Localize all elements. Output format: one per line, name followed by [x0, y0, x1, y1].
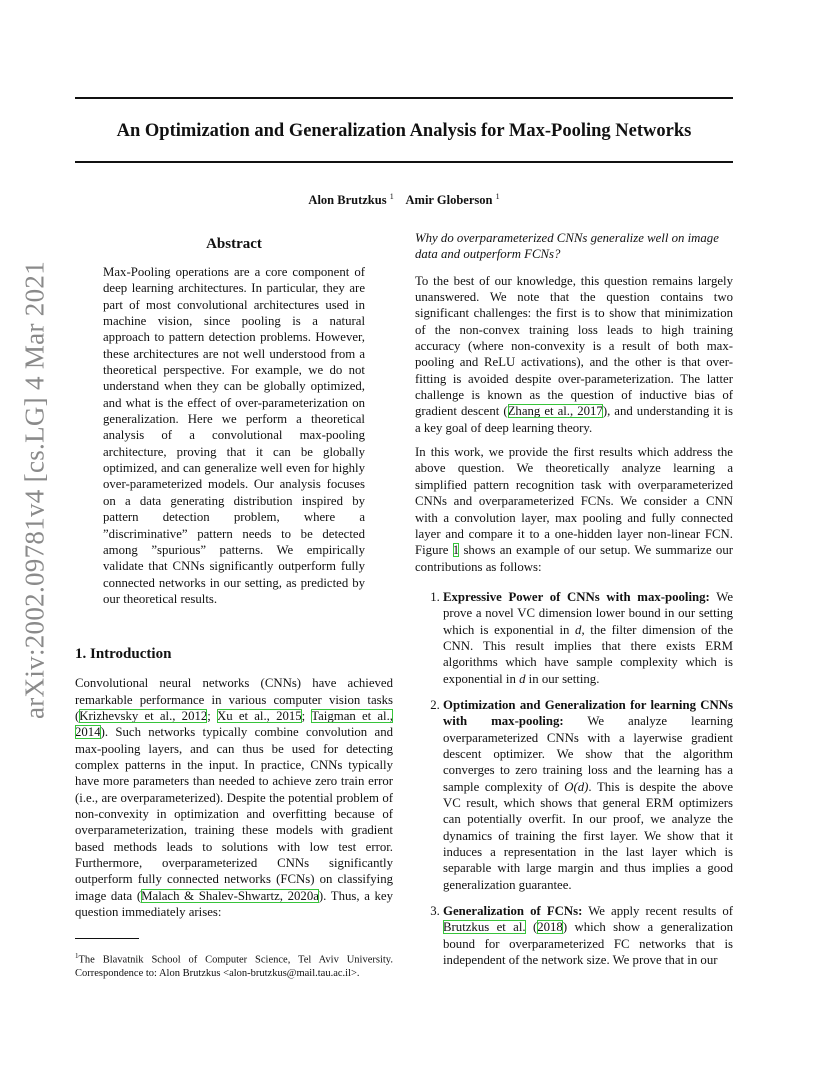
author-name: Amir Globerson: [405, 193, 493, 208]
author-affiliation: 1: [389, 192, 394, 201]
left-column: [75, 230, 393, 991]
author-affiliation: 1: [495, 192, 500, 201]
figure-reference-link[interactable]: 1: [452, 543, 460, 558]
paper-title: An Optimization and Generalization Analysis for Max-Pooling Networks: [116, 121, 692, 141]
citation-link[interactable]: Xu et al., 2015: [217, 708, 302, 723]
author-name: Alon Brutzkus: [308, 193, 387, 208]
right-column: [415, 230, 733, 978]
section-heading-introduction: 1. Introduction: [75, 646, 172, 663]
title-bottom-rule: [75, 161, 733, 163]
citation-link[interactable]: Krizhevsky et al., 2012: [79, 708, 208, 723]
list-item: 2. Optimization and Generalization for learning CNNs with max-pooling: We analyze learning overparameterized CNNs with a layerwise gradient descent optimizer. We show that the algorithm converges to zero training loss and the learning has a sample complexity of O(d). This is despite the above VC result, which shows that general ERM optimizers can potentially overfit. In our proof, we analyze the dynamics of training the first layer. We show that it induces a representation in the last layer which is separable with large margin and thus implies a good generalization guarantee.: [443, 697, 733, 893]
title-top-rule: [75, 97, 733, 99]
citation-link[interactable]: Brutzkus et al.: [443, 920, 526, 935]
author-list: [75, 192, 733, 208]
citation-link[interactable]: Malach & Shalev-Shwartz, 2020a: [141, 888, 319, 903]
citation-link[interactable]: Taigman et al., 2014: [75, 708, 394, 740]
abstract-heading: Abstract: [206, 236, 262, 252]
contributions-list: [415, 589, 733, 969]
body-paragraph: To the best of our knowledge, this question remains largely unanswered. We note that the question contains two significant challenges: the first is to show that minimization of the non-convex training loss leads to high training accuracy (where non-convexity is a result of both max-pooling and ReLU activations), and the other is that over-fitting is avoided despite over-parameterization. The latter challenge is known as the question of inductive bias of gradient descent (Zhang et al., 2017), and understanding it is a key goal of deep learning theory.: [415, 273, 733, 435]
abstract-text: Max-Pooling operations are a core component of deep learning architectures. In particular, they are part of most convolutional architectures used in machine vision, since pooling is a natural approach to pattern detection problems. However, these architectures are not well understood from a theoretical perspective. For example, we do not understand when they can be globally optimized, and what is the effect of over-parameterization on generalization. Here we perform a theoretical analysis of a convolutional max-pooling architecture, proving that it can be globally optimized, and can generalize well even for highly over-parameterized models. Our analysis focuses on a data generating distribution inspired by pattern detection problem, where a ”discriminative” pattern needs to be detected among ”spurious” patterns. We empirically validate that CNNs significantly outperform fully connected networks in our setting, as predicted by our theoretical results.: [103, 265, 365, 606]
arxiv-sidebar-stamp: [19, 260, 50, 720]
key-question: Why do overparameterized CNNs generalize well on image data and outperform FCNs?: [415, 231, 719, 262]
affiliation-footnote: $^1$The Blavatnik School of Computer Science, Tel Aviv University. Correspondence to: Alon Brutzkus <alon-brutzkus@mail.tau.ac.il>.: [75, 951, 393, 979]
arxiv-id: arXiv:2002.09781v4 [cs.LG] 4 Mar 2021: [19, 260, 50, 720]
body-paragraph: In this work, we provide the first results which address the above question. We theoretically analyze learning a simplified pattern recognition task with overparameterized CNNs and overparameterized FCNs. We consider a CNN with a convolution layer, max pooling and fully connected layer and compare it to a one-hidden layer non-linear FCN. Figure 1 shows an example of our setup. We summarize our contributions as follows:: [415, 445, 733, 574]
list-item: 1. Expressive Power of CNNs with max-pooling: We prove a novel VC dimension lower bound in our setting which is exponential in d, the filter dimension of the CNN. This result implies that there exists ERM algorithms which have sample complexity which is exponential in d in our setting.: [443, 589, 733, 687]
footnote-rule: [75, 938, 139, 939]
list-item: 3. Generalization of FCNs: We apply recent results of Brutzkus et al. (2018) which show a generalization bound for overparameterized FC networks that is independent of the network size. We prove that in our: [443, 903, 733, 968]
citation-link[interactable]: Zhang et al., 2017: [507, 404, 603, 419]
citation-link[interactable]: 2018: [537, 920, 563, 935]
intro-paragraph: Convolutional neural networks (CNNs) have achieved remarkable performance in various computer vision tasks (Krizhevsky et al., 2012; Xu et al., 2015; Taigman et al., 2014). Such networks typically combine convolution and max-pooling layers, and can thus be used for detecting complex patterns in the input. In practice, CNNs typically have more parameters than needed to achieve zero train error (i.e., are overparameterized). Despite the potential problem of non-convexity in optimization and overfitting because of overparameterization, training these models with gradient based methods leads to solutions with low test error. Furthermore, overparameterized CNNs significantly outperform fully connected networks (FCNs) on classifying image data (Malach & Shalev-Shwartz, 2020a). Thus, a key question immediately arises:: [75, 676, 394, 920]
